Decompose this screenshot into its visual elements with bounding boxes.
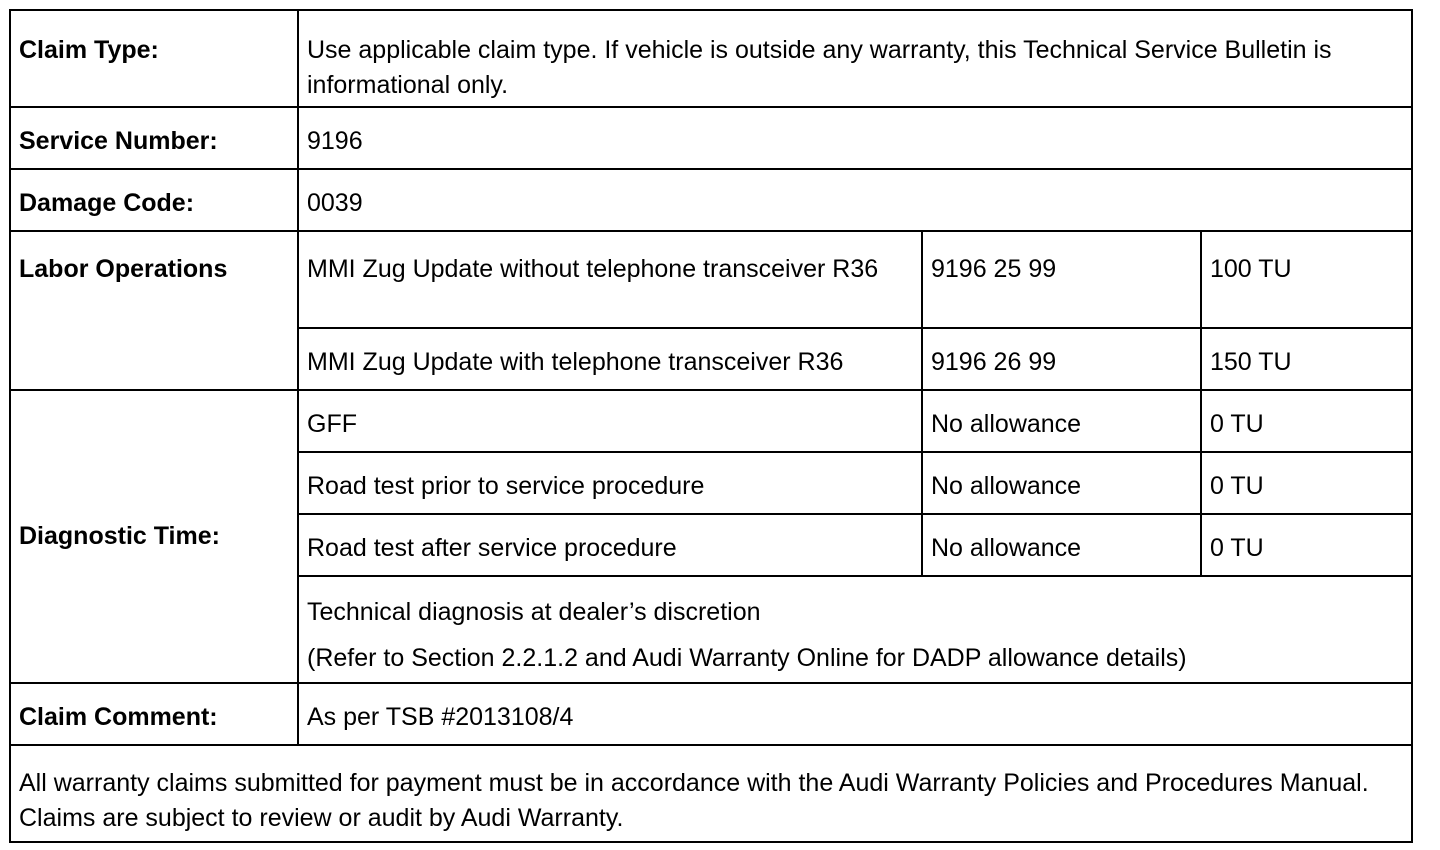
- claim-comment-row: [10, 683, 1412, 745]
- labor-operation-code: 9196 25 99: [922, 231, 1201, 328]
- diagnostic-description: Road test after service procedure: [298, 514, 922, 576]
- warranty-footer-note: All warranty claims submitted for payment must be in accordance with the Audi Warranty Policies and Procedures Manual. Claims are subject to review or audit by Audi Warranty.: [10, 745, 1412, 842]
- diagnostic-description: Road test prior to service procedure: [298, 452, 922, 514]
- labor-operation-row: [10, 231, 1412, 328]
- labor-operation-description: MMI Zug Update with telephone transceiver R36: [298, 328, 922, 390]
- damage-code-row: [10, 169, 1412, 231]
- labor-operation-description: MMI Zug Update without telephone transceiver R36: [298, 231, 922, 328]
- technical-diagnosis-line: Technical diagnosis at dealer’s discretion: [307, 598, 761, 626]
- damage-code-value: 0039: [298, 169, 1412, 231]
- diagnostic-description: GFF: [298, 390, 922, 452]
- diagnostic-time-value: 0 TU: [1201, 452, 1412, 514]
- claim-comment-value: As per TSB #2013108/4: [298, 683, 1412, 745]
- claim-type-row: [10, 10, 1412, 107]
- labor-operations-label: Labor Operations: [10, 231, 298, 390]
- footer-row: [10, 745, 1412, 842]
- diagnostic-time-label: Diagnostic Time:: [10, 390, 298, 683]
- service-number-label: Service Number:: [10, 107, 298, 169]
- diagnostic-allowance: No allowance: [922, 514, 1201, 576]
- technical-diagnosis-reference: (Refer to Section 2.2.1.2 and Audi Warranty Online for DADP allowance details): [307, 644, 1187, 672]
- technical-diagnosis-note: [298, 576, 1412, 683]
- service-number-value: 9196: [298, 107, 1412, 169]
- damage-code-label: Damage Code:: [10, 169, 298, 231]
- diagnostic-allowance: No allowance: [922, 390, 1201, 452]
- warranty-claim-table: [9, 9, 1413, 843]
- diagnostic-row: [10, 390, 1412, 452]
- diagnostic-allowance: No allowance: [922, 452, 1201, 514]
- claim-type-value: Use applicable claim type. If vehicle is outside any warranty, this Technical Service Bulletin is informational only.: [298, 10, 1412, 107]
- diagnostic-time-value: 0 TU: [1201, 390, 1412, 452]
- claim-type-label: Claim Type:: [10, 10, 298, 107]
- claim-comment-label: Claim Comment:: [10, 683, 298, 745]
- labor-operation-time: 100 TU: [1201, 231, 1412, 328]
- diagnostic-time-value: 0 TU: [1201, 514, 1412, 576]
- labor-operation-time: 150 TU: [1201, 328, 1412, 390]
- labor-operation-code: 9196 26 99: [922, 328, 1201, 390]
- service-number-row: [10, 107, 1412, 169]
